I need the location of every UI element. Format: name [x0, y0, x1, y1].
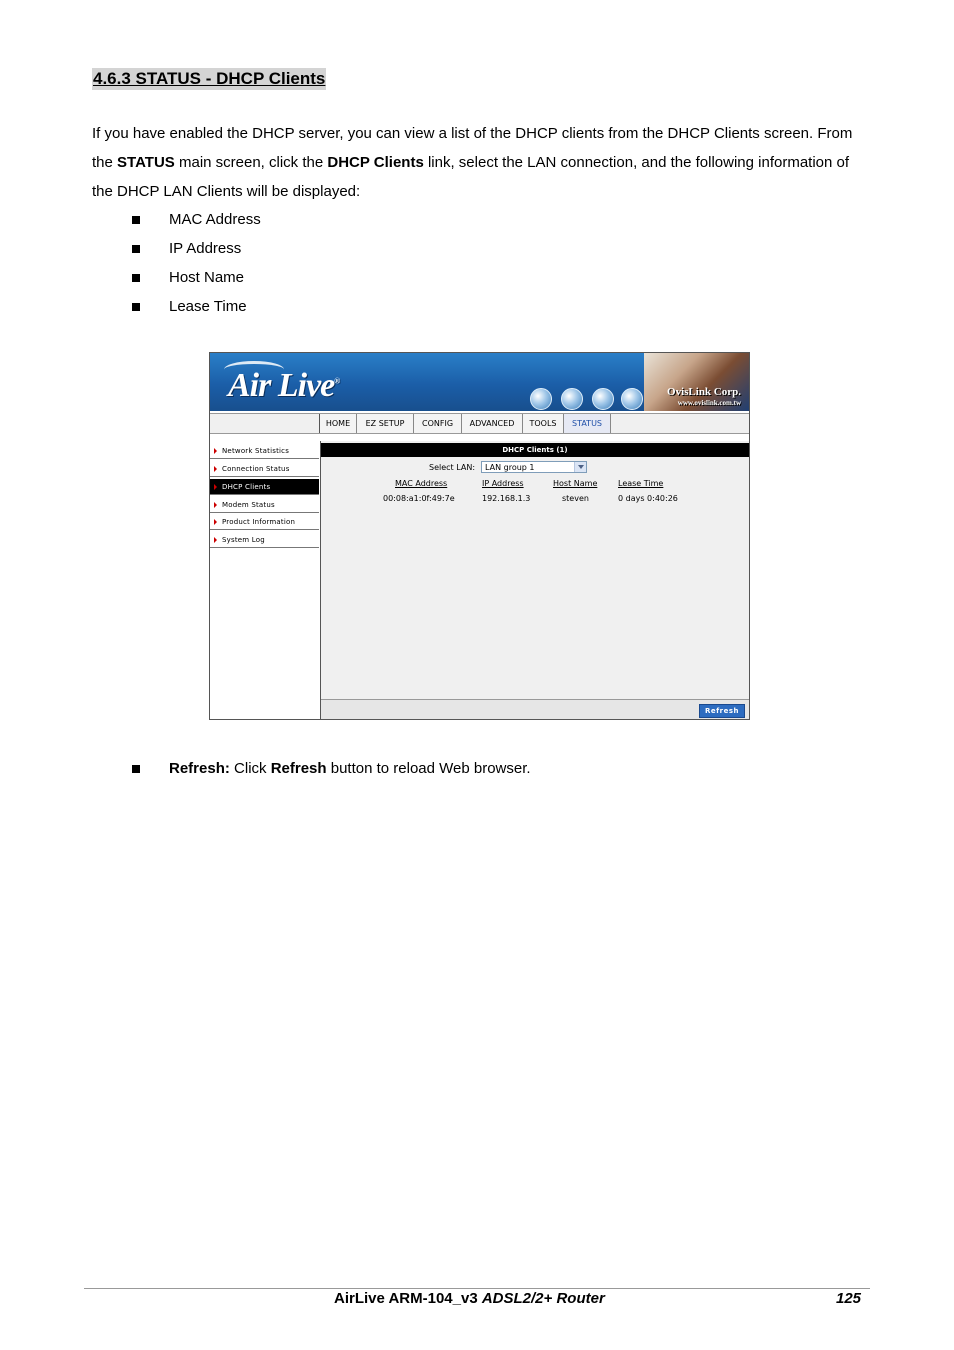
intro-text-3: link, select the LAN connection, and the following information of the DHCP LAN Clients will be displayed:	[92, 154, 850, 200]
bullet-square-icon	[132, 216, 140, 224]
router-ui-screenshot	[209, 352, 750, 720]
table-cell-lease: 0 days 0:40:26	[618, 494, 678, 503]
arrow-right-icon	[214, 502, 217, 508]
bullet-square-icon	[132, 765, 140, 773]
column-header-ip[interactable]: IP Address	[482, 479, 524, 488]
list-item: Host Name	[130, 263, 261, 292]
arrow-right-icon	[214, 448, 217, 454]
top-nav	[210, 413, 749, 434]
arrow-right-icon	[214, 519, 217, 525]
bullet-square-icon	[132, 274, 140, 282]
list-item: MAC Address	[130, 205, 261, 234]
table-cell-ip: 192.168.1.3	[482, 494, 531, 503]
chevron-down-icon[interactable]	[574, 462, 586, 472]
lan-select[interactable]: LAN group 1	[481, 461, 587, 473]
tab-status[interactable]: STATUS	[564, 414, 611, 433]
bullet-square-icon	[132, 303, 140, 311]
globe-icon	[592, 388, 614, 410]
field-list	[130, 205, 261, 321]
table-cell-mac: 00:08:a1:0f:49:7e	[383, 494, 455, 503]
refresh-note-label: Refresh:	[169, 760, 230, 777]
page-title: DHCP Clients (1)	[321, 443, 749, 457]
globe-icon	[621, 388, 643, 410]
refresh-button[interactable]: Refresh	[699, 704, 745, 718]
intro-bold-status: STATUS	[117, 154, 175, 171]
sidebar-item-connection-status[interactable]: Connection Status	[210, 461, 319, 477]
arrow-right-icon	[214, 466, 217, 472]
list-item: Lease Time	[130, 292, 261, 321]
tab-home[interactable]: HOME	[320, 414, 357, 433]
globe-icon	[530, 388, 552, 410]
column-header-host[interactable]: Host Name	[553, 479, 598, 488]
arrow-right-icon	[214, 484, 217, 490]
content-footer	[321, 699, 749, 720]
column-header-mac[interactable]: MAC Address	[395, 479, 448, 488]
column-header-lease[interactable]: Lease Time	[618, 479, 664, 488]
refresh-note: Refresh: Click Refresh button to reload Web browser.	[130, 754, 531, 783]
table-cell-host: steven	[562, 494, 589, 503]
tab-tools[interactable]: TOOLS	[523, 414, 564, 433]
main-content	[321, 441, 749, 699]
footer-product: AirLive ARM-104_v3 ADSL2/2+ Router	[334, 1290, 605, 1307]
intro-bold-dhcp-clients: DHCP Clients	[327, 154, 424, 171]
banner	[210, 353, 749, 411]
list-item: IP Address	[130, 234, 261, 263]
footer-divider	[84, 1288, 870, 1289]
bullet-square-icon	[132, 245, 140, 253]
ovislink-brand: OvisLink Corp. www.ovislink.com.tw	[667, 386, 741, 407]
sidebar-item-system-log[interactable]: System Log	[210, 532, 319, 548]
globe-icon	[561, 388, 583, 410]
select-lan-label: Select LAN:	[429, 463, 476, 472]
sidebar-item-network-statistics[interactable]: Network Statistics	[210, 443, 319, 459]
section-heading: 4.6.3 STATUS - DHCP Clients	[93, 69, 326, 88]
sidebar-item-dhcp-clients[interactable]: DHCP Clients	[210, 479, 319, 495]
sidebar-item-product-information[interactable]: Product Information	[210, 514, 319, 530]
tab-ez-setup[interactable]: EZ SETUP	[357, 414, 414, 433]
sidebar	[210, 441, 321, 719]
airlive-logo: Air Live®	[228, 367, 340, 404]
intro-paragraph	[92, 119, 872, 206]
sidebar-item-modem-status[interactable]: Modem Status	[210, 497, 319, 513]
intro-text-2: main screen, click the	[174, 154, 328, 171]
intro-text-1: If you have enabled the DHCP server, you can view a list of the DHCP clients from the DHCP Clients screen. From the	[92, 125, 853, 171]
page-number: 125	[836, 1290, 862, 1307]
tab-advanced[interactable]: ADVANCED	[462, 414, 523, 433]
tab-config[interactable]: CONFIG	[414, 414, 462, 433]
arrow-right-icon	[214, 537, 217, 543]
